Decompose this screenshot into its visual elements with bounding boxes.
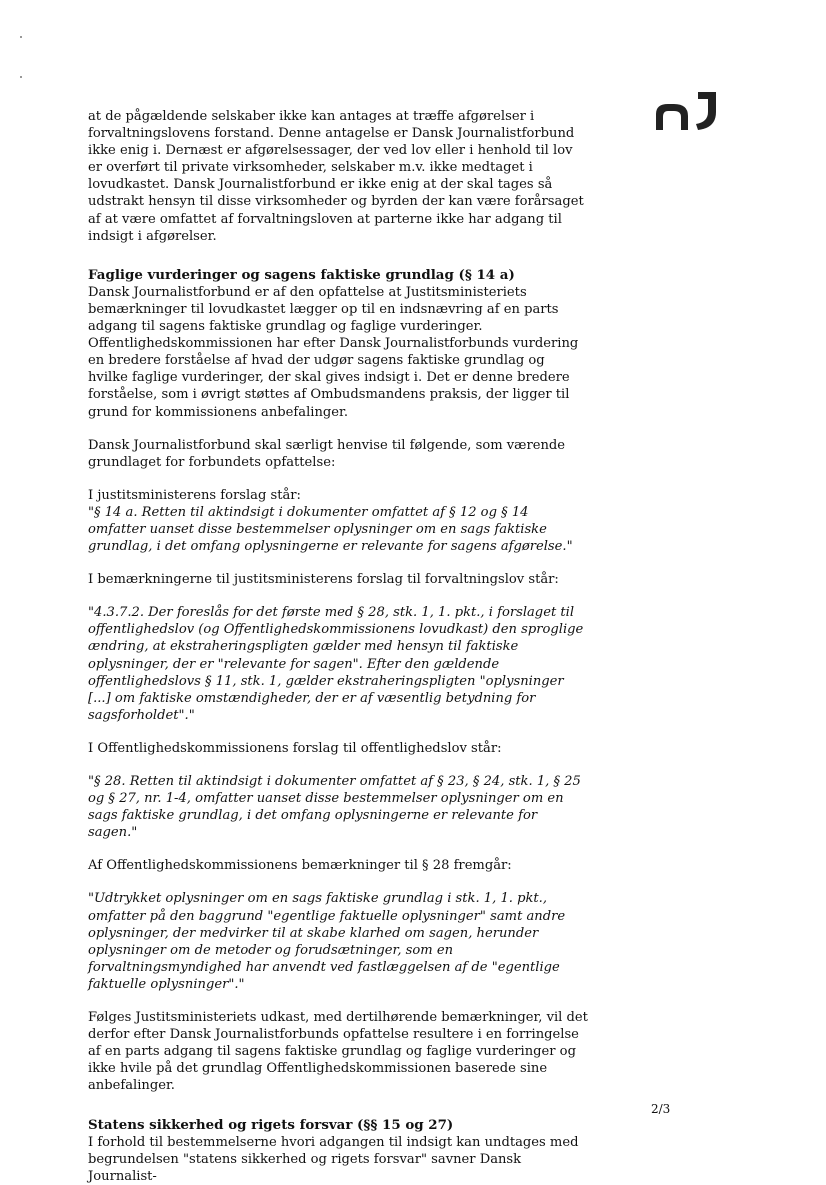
quotation: "§ 14 a. Retten til aktindsigt i dokumenter omfattet af § 12 og § 14 omfatter uanset disse bestemmelser oplysninger om en sags faktiske grundlag, i det omfang oplysningerne er relevante for sagens afgørelse."	[88, 504, 573, 555]
paragraph: I bemærkningerne til justitsministerens forslag til forvaltningslov står:	[88, 572, 559, 588]
paragraph: Dansk Journalistforbund skal særligt henvise til følgende, som værende grundlaget for forbundets opfattelse:	[88, 437, 566, 470]
letter-body	[88, 108, 588, 1185]
scan-speck	[20, 36, 22, 38]
paragraph: I justitsministerens forslag står:	[88, 487, 301, 503]
paragraph: at de pågældende selskaber ikke kan antages at træffe afgørelser i forvaltningslovens forstand. Denne antagelse er Dansk Journalistforbund ikke enig i. Dernæst er afgørelsessager, der ved lov eller i henhold til lov er overført til private virksomheder, selskaber m.v. ikke medtaget i lovudkastet. Dansk Journalistforbund er ikke enig at der skal tages så udstrakt hensyn til disse virksomheder og byrden der kan være forårsaget af at være omfattet af forvaltningsloven at parterne ikke har adgang til indsigt i afgørelser.	[88, 109, 584, 244]
quotation: "4.3.7.2. Der foreslås for det første med § 28, stk. 1, 1. pkt., i forslaget til offentlighedslov (og Offentlighedskommissionens lovudkast) den sproglige ændring, at ekstraheringspligten gælder med hensyn til faktiske oplysninger, der er "relevante for sagen". Efter den gældende offentlighedslovs § 11, stk. 1, gælder ekstraheringspligten "oplysninger [...] om faktiske omstændigheder, der er af væsentlig betydning for sagsforholdet"."	[88, 605, 584, 723]
quotation: "§ 28. Retten til aktindsigt i dokumenter omfattet af § 23, § 24, stk. 1, § 25 og § 27, nr. 1-4, omfatter uanset disse bestemmelser oplysninger om en sags faktiske grundlag, i det omfang oplysningerne er relevante for sagen."	[88, 774, 581, 841]
paragraph: Af Offentlighedskommissionens bemærkninger til § 28 fremgår:	[88, 858, 512, 874]
paragraph: I Offentlighedskommissionens forslag til offentlighedslov står:	[88, 740, 502, 756]
paragraph: Dansk Journalistforbund er af den opfattelse at Justitsministeriets bemærkninger til lovudkastet lægger op til en indsnævring af en parts adgang til sagens faktiske grundlag og faglige vurderinger. Offentlighedskommissionen har efter Dansk Journalistforbunds vurdering en bredere forståelse af hvad der udgør sagens faktiske grundlag og hvilke faglige vurderinger, der skal gives indsigt i. Det er denne bredere forståelse, som i øvrigt støttes af Ombudsmandens praksis, der ligger til grund for kommissionens anbefalinger.	[88, 284, 579, 420]
quotation: "Udtrykket oplysninger om en sags faktiske grundlag i stk. 1, 1. pkt., omfatter på den baggrund "egentlige faktuelle oplysninger" samt andre oplysninger, der medvirker til at skabe klarhed om sagen, herunder oplysninger om de metoder og forudsætninger, som en forvaltningsmyndighed har anvendt ved fastlæggelsen af de "egentlige faktuelle oplysninger"."	[88, 891, 566, 992]
paragraph: I forhold til bestemmelserne hvori adgangen til indsigt kan undtages med begrundelsen "statens sikkerhed og rigets forsvar" savner Dansk Journalist-	[88, 1134, 579, 1184]
page-number: 2/3	[651, 1102, 671, 1116]
scan-speck	[20, 76, 22, 78]
paragraph: Følges Justitsministeriets udkast, med dertilhørende bemærkninger, vil det derfor efter Dansk Journalistforbunds opfattelse resultere i en forringelse af en parts adgang til sagens faktiske grundlag og faglige vurderinger og ikke hvile på det grundlag Offentlighedskommissionen baserede sine anbefalinger.	[88, 1010, 588, 1094]
dj-logo-icon	[654, 90, 724, 134]
section-heading: Faglige vurderinger og sagens faktiske grundlag (§ 14 a)	[88, 266, 515, 283]
section-heading: Statens sikkerhed og rigets forsvar (§§ 15 og 27)	[88, 1116, 454, 1133]
